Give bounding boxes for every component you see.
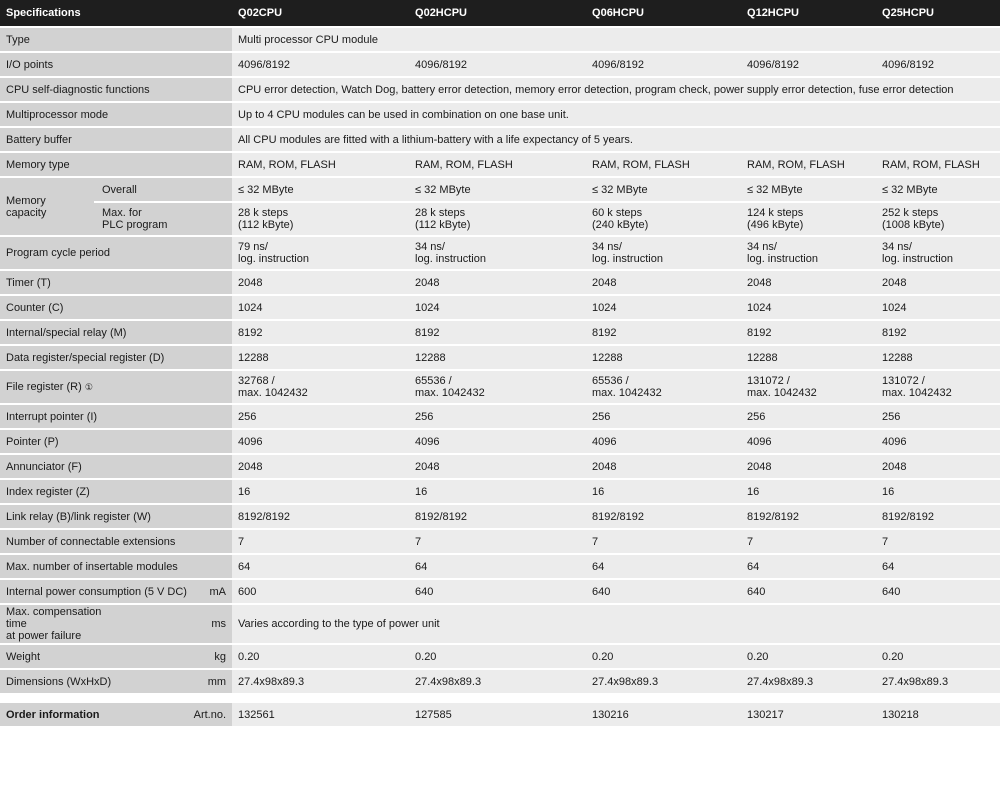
cell: 8192/8192 [741, 505, 876, 530]
cell-line: max. 1042432 [747, 387, 817, 399]
cell-line: 124 k steps [747, 207, 804, 219]
unit-label: mm [207, 675, 227, 688]
cell: 0.20 [741, 645, 876, 670]
cell: 7 [409, 530, 586, 555]
cell-line: 32768 / [238, 375, 275, 387]
row-label [0, 670, 232, 695]
cell: 2048 [876, 271, 1000, 296]
cell: 12288 [741, 346, 876, 371]
cell: 8192 [741, 321, 876, 346]
cell-line: 79 ns/ [238, 241, 268, 253]
row-label: Annunciator (F) [0, 455, 232, 480]
cell: 16 [232, 480, 409, 505]
cell: 130216 [586, 703, 741, 728]
row-label: Program cycle period [0, 237, 232, 271]
row-datareg [0, 346, 1000, 371]
cell: 1024 [741, 296, 876, 321]
cell: 4096 [876, 430, 1000, 455]
cell-line: (1008 kByte) [882, 219, 945, 231]
cell: 0.20 [232, 645, 409, 670]
row-battery [0, 128, 1000, 153]
cell [586, 203, 741, 237]
cell: 16 [876, 480, 1000, 505]
cell-line: log. instruction [415, 253, 486, 265]
row-label: Timer (T) [0, 271, 232, 296]
cell: 8192 [232, 321, 409, 346]
cell-line: 131072 / [747, 375, 790, 387]
row-label-line: time [6, 618, 27, 630]
row-multi [0, 103, 1000, 128]
cell: 8192/8192 [586, 505, 741, 530]
cell [232, 371, 409, 405]
row-label: Battery buffer [0, 128, 232, 153]
cell: RAM, ROM, FLASH [409, 153, 586, 178]
cell: 4096/8192 [586, 53, 741, 78]
cell [586, 371, 741, 405]
row-order [0, 703, 1000, 728]
cell: 7 [741, 530, 876, 555]
cell: 12288 [409, 346, 586, 371]
cell: 4096/8192 [741, 53, 876, 78]
cell: 256 [232, 405, 409, 430]
cell: 8192 [586, 321, 741, 346]
row-label: Counter (C) [0, 296, 232, 321]
cell [232, 203, 409, 237]
cell-line: 28 k steps [238, 207, 289, 219]
cell: 130217 [741, 703, 876, 728]
footnote-marker: ① [84, 382, 93, 392]
row-relay [0, 321, 1000, 346]
cell: 0.20 [409, 645, 586, 670]
cell-line: 28 k steps [415, 207, 466, 219]
row-label: Multiprocessor mode [0, 103, 232, 128]
cell: 7 [586, 530, 741, 555]
row-label: Pointer (P) [0, 430, 232, 455]
header-spec: Specifications [0, 0, 232, 28]
cell: 640 [876, 580, 1000, 605]
cell: 4096 [409, 430, 586, 455]
row-label-text: Order information [6, 708, 100, 721]
spacer-row [0, 695, 1000, 703]
unit-label: mA [209, 585, 227, 598]
row-memtype [0, 153, 1000, 178]
cell-line: 60 k steps [592, 207, 643, 219]
cell: 1024 [409, 296, 586, 321]
cell-line: 131072 / [882, 375, 925, 387]
cell: 2048 [876, 455, 1000, 480]
cell-line: 34 ns/ [882, 241, 912, 253]
cell: 27.4x98x89.3 [741, 670, 876, 695]
cell: 4096/8192 [876, 53, 1000, 78]
cell-line: log. instruction [747, 253, 818, 265]
row-label-line: Max. compensation [6, 606, 102, 618]
row-value: Varies according to the type of power unit [232, 605, 1000, 645]
cell: 640 [741, 580, 876, 605]
cell-line: 34 ns/ [415, 241, 445, 253]
memcap-plc-label-line: Max. for [102, 207, 142, 219]
cell [741, 203, 876, 237]
memcap-label-line: capacity [6, 206, 47, 219]
row-label-text: File register (R) [6, 381, 82, 393]
header-row [0, 0, 1000, 28]
cell-line: 65536 / [415, 375, 452, 387]
row-label [0, 605, 232, 645]
row-extensions [0, 530, 1000, 555]
row-compensation [0, 605, 1000, 645]
cell: 1024 [586, 296, 741, 321]
cell: 16 [741, 480, 876, 505]
memcap-plc-label-line: PLC program [102, 219, 168, 231]
unit-label: kg [214, 650, 227, 663]
row-value: CPU error detection, Watch Dog, battery error detection, memory error detection, program check, power supply error detection, fuse error detection [232, 78, 1000, 103]
cell: 27.4x98x89.3 [876, 670, 1000, 695]
cell-line: (496 kByte) [747, 219, 804, 231]
cell-line: (112 kByte) [415, 219, 471, 231]
row-annunciator [0, 455, 1000, 480]
cell: 7 [232, 530, 409, 555]
cell: RAM, ROM, FLASH [586, 153, 741, 178]
cell [876, 203, 1000, 237]
cell: 127585 [409, 703, 586, 728]
row-power [0, 580, 1000, 605]
cell [586, 237, 741, 271]
cell: 64 [232, 555, 409, 580]
cell: 27.4x98x89.3 [586, 670, 741, 695]
cell: 0.20 [876, 645, 1000, 670]
row-label [0, 371, 232, 405]
cell: 4096/8192 [409, 53, 586, 78]
row-interrupt [0, 405, 1000, 430]
cell: 27.4x98x89.3 [232, 670, 409, 695]
header-model: Q06HCPU [586, 0, 741, 28]
memcap-plc-label [94, 203, 232, 237]
row-io [0, 53, 1000, 78]
cell-line: 34 ns/ [747, 241, 777, 253]
cell: 8192 [876, 321, 1000, 346]
cell: 64 [741, 555, 876, 580]
cell-line: max. 1042432 [882, 387, 952, 399]
cell: ≤ 32 MByte [876, 178, 1000, 203]
cell: 132561 [232, 703, 409, 728]
cell-line: 34 ns/ [592, 241, 622, 253]
header-model: Q02CPU [232, 0, 409, 28]
row-filereg [0, 371, 1000, 405]
unit-label: ms [211, 618, 227, 630]
row-label: Internal/special relay (M) [0, 321, 232, 346]
row-label: Index register (Z) [0, 480, 232, 505]
cell: 256 [409, 405, 586, 430]
cell: 0.20 [586, 645, 741, 670]
cell: 2048 [741, 455, 876, 480]
cell-line: 252 k steps [882, 207, 939, 219]
cell: 27.4x98x89.3 [409, 670, 586, 695]
cell-line: (112 kByte) [238, 219, 294, 231]
unit-label: Art.no. [193, 708, 227, 721]
cell: 4096 [741, 430, 876, 455]
cell-line: log. instruction [238, 253, 309, 265]
cell: 2048 [409, 455, 586, 480]
row-label-text: Weight [6, 650, 41, 663]
cell: 8192/8192 [232, 505, 409, 530]
cell-line: max. 1042432 [415, 387, 485, 399]
cell [409, 203, 586, 237]
cell: RAM, ROM, FLASH [876, 153, 1000, 178]
cell [741, 237, 876, 271]
cell: ≤ 32 MByte [232, 178, 409, 203]
row-label [0, 580, 232, 605]
cell-line: max. 1042432 [592, 387, 662, 399]
cell: 640 [586, 580, 741, 605]
row-label: Data register/special register (D) [0, 346, 232, 371]
cell [741, 371, 876, 405]
row-label: Max. number of insertable modules [0, 555, 232, 580]
cell: 2048 [741, 271, 876, 296]
cell: 12288 [232, 346, 409, 371]
row-label [0, 645, 232, 670]
cell: 64 [586, 555, 741, 580]
cell: 1024 [232, 296, 409, 321]
row-modules [0, 555, 1000, 580]
cell: 7 [876, 530, 1000, 555]
cell-line: log. instruction [592, 253, 663, 265]
row-label: I/O points [0, 53, 232, 78]
cell: ≤ 32 MByte [741, 178, 876, 203]
row-link [0, 505, 1000, 530]
row-label: Link relay (B)/link register (W) [0, 505, 232, 530]
cell: 600 [232, 580, 409, 605]
memcap-overall-label: Overall [94, 178, 232, 203]
row-label: Type [0, 28, 232, 53]
cell: 256 [586, 405, 741, 430]
row-value: Multi processor CPU module [232, 28, 1000, 53]
cell-line: log. instruction [882, 253, 953, 265]
cell: 12288 [586, 346, 741, 371]
cell-line: 65536 / [592, 375, 629, 387]
cell: ≤ 32 MByte [586, 178, 741, 203]
row-label: Memory type [0, 153, 232, 178]
row-pointer [0, 430, 1000, 455]
cell: 4096 [232, 430, 409, 455]
row-diag [0, 78, 1000, 103]
row-type [0, 28, 1000, 53]
row-timer [0, 271, 1000, 296]
row-label: CPU self-diagnostic functions [0, 78, 232, 103]
cell [876, 371, 1000, 405]
cell: 2048 [586, 455, 741, 480]
cell [409, 237, 586, 271]
row-label [0, 703, 232, 728]
header-model: Q02HCPU [409, 0, 586, 28]
cell: 256 [741, 405, 876, 430]
cell: RAM, ROM, FLASH [741, 153, 876, 178]
header-model: Q12HCPU [741, 0, 876, 28]
cell: 8192/8192 [409, 505, 586, 530]
memcap-label [0, 178, 94, 237]
cell: 640 [409, 580, 586, 605]
row-counter [0, 296, 1000, 321]
row-dimensions [0, 670, 1000, 695]
cell: 256 [876, 405, 1000, 430]
row-label-line: at power failure [6, 630, 82, 642]
cell-line: (240 kByte) [592, 219, 649, 231]
cell: 8192/8192 [876, 505, 1000, 530]
cell: 64 [876, 555, 1000, 580]
row-cycle [0, 237, 1000, 271]
cell: 2048 [409, 271, 586, 296]
cell: ≤ 32 MByte [409, 178, 586, 203]
memcap-label-line: Memory [6, 194, 46, 207]
row-memcap-plc [0, 203, 1000, 237]
row-value: Up to 4 CPU modules can be used in combination on one base unit. [232, 103, 1000, 128]
cell [232, 237, 409, 271]
row-label: Interrupt pointer (I) [0, 405, 232, 430]
row-label-text: Internal power consumption (5 V DC) [6, 585, 187, 598]
cell: 8192 [409, 321, 586, 346]
cell: 2048 [232, 271, 409, 296]
cell: 16 [586, 480, 741, 505]
cell: 1024 [876, 296, 1000, 321]
cell [876, 237, 1000, 271]
row-weight [0, 645, 1000, 670]
cell: 2048 [586, 271, 741, 296]
row-label: Number of connectable extensions [0, 530, 232, 555]
row-value: All CPU modules are fitted with a lithium-battery with a life expectancy of 5 years. [232, 128, 1000, 153]
cell: 2048 [232, 455, 409, 480]
header-model: Q25HCPU [876, 0, 1000, 28]
cell [409, 371, 586, 405]
spacer [0, 695, 1000, 703]
cell: 4096 [586, 430, 741, 455]
cell: 12288 [876, 346, 1000, 371]
cell: 130218 [876, 703, 1000, 728]
cell: RAM, ROM, FLASH [232, 153, 409, 178]
cell: 64 [409, 555, 586, 580]
row-label-text: Dimensions (WxHxD) [6, 675, 112, 688]
cell: 16 [409, 480, 586, 505]
row-index [0, 480, 1000, 505]
row-memcap-overall [0, 178, 1000, 203]
cell: 4096/8192 [232, 53, 409, 78]
cell-line: max. 1042432 [238, 387, 308, 399]
